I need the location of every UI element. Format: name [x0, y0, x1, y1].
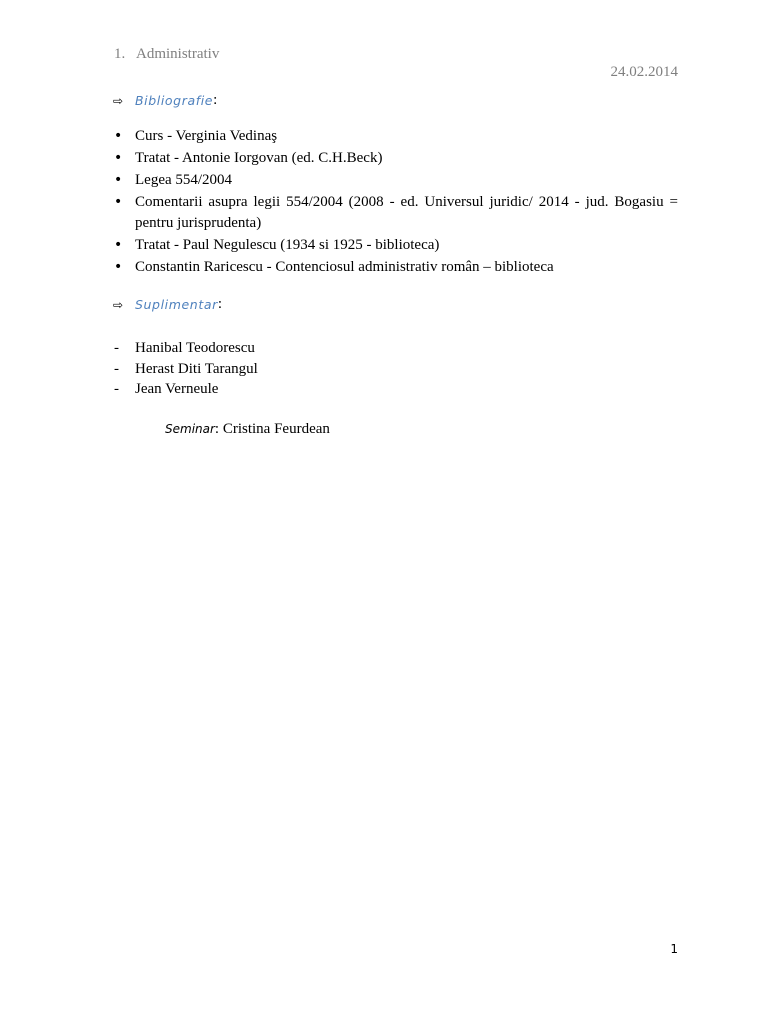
list-item: - Herast Diti Tarangul	[114, 359, 258, 380]
list-item: • Legea 554/2004	[114, 170, 678, 191]
seminar-value: : Cristina Feurdean	[214, 421, 330, 437]
document-date: 24.02.2014	[610, 64, 678, 80]
page-number: 1	[670, 942, 678, 956]
document-heading	[114, 46, 219, 63]
supplementary-heading	[113, 296, 222, 313]
bibliography-heading	[113, 92, 217, 109]
list-item: • Tratat - Antonie Iorgovan (ed. C.H.Beck)	[114, 148, 678, 169]
seminar-label: Seminar	[165, 422, 215, 436]
list-item: - Jean Verneule	[114, 379, 258, 400]
list-item: • Comentarii asupra legii 554/2004 (2008 - ed. Universul juridic/ 2014 - jud. Bogasiu = pentru jurisprudenta)	[114, 192, 678, 234]
list-item: • Curs - Verginia Vedinaş	[114, 126, 678, 147]
list-item: - Hanibal Teodorescu	[114, 338, 258, 359]
supplementary-title: Suplimentar	[135, 297, 218, 312]
right-arrow-icon: ⇨	[113, 93, 124, 108]
heading-number: 1.	[114, 46, 126, 62]
right-arrow-icon: ⇨	[113, 297, 124, 312]
list-item: • Tratat - Paul Negulescu (1934 si 1925 - biblioteca)	[114, 235, 678, 256]
heading-title: Administrativ	[136, 46, 220, 62]
list-item: • Constantin Raricescu - Contenciosul administrativ român – biblioteca	[114, 257, 678, 278]
supplementary-colon: :	[217, 296, 222, 312]
seminar-line	[165, 421, 330, 438]
supplementary-list	[114, 338, 258, 400]
bibliography-title: Bibliografie	[135, 93, 214, 108]
bibliography-list	[114, 126, 678, 279]
bibliography-colon: :	[213, 92, 218, 108]
